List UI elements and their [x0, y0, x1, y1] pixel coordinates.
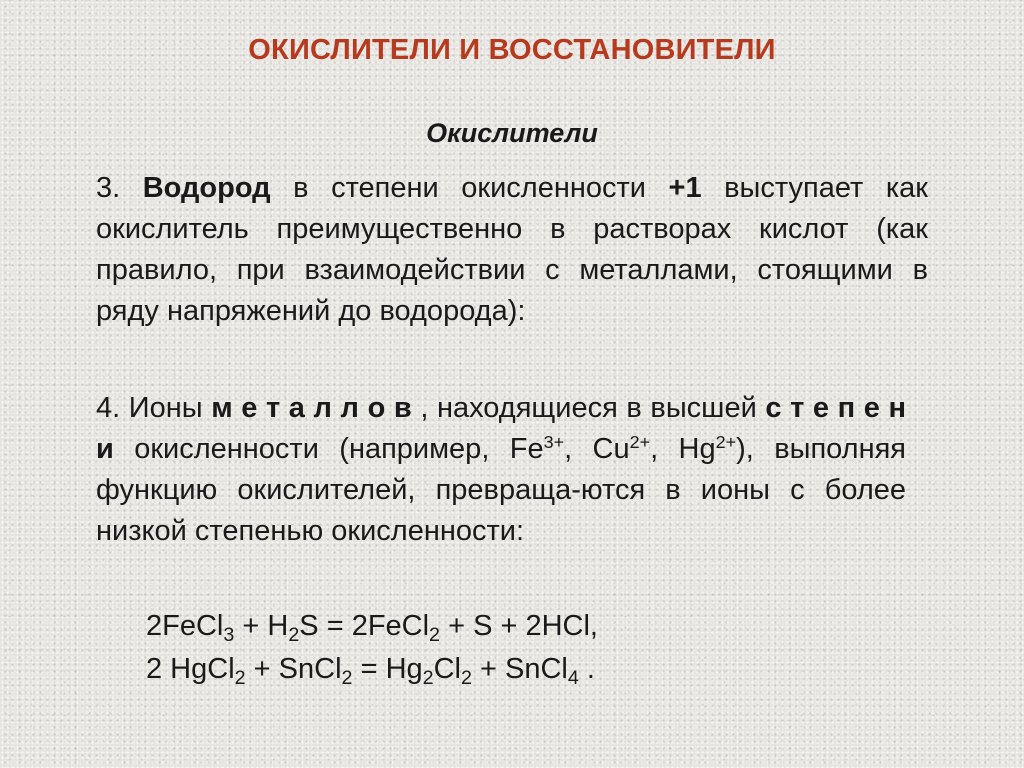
text-run: , находящиеся в высшей [411, 392, 766, 424]
text-run: + S + 2HCl, [440, 610, 598, 642]
text-run: S = 2FeCl [299, 610, 430, 642]
superscript-charge: 2+ [629, 432, 651, 453]
subscript-index: 2 [288, 623, 300, 646]
text-run: ), выполняя функцию окислителей, превраща-ются в ионы с более низкой степенью окисленности: [96, 433, 907, 547]
slide-title: ОКИСЛИТЕЛИ И ВОССТАНОВИТЕЛИ [248, 34, 776, 66]
subscript-index: 2 [429, 623, 441, 646]
text-run: + H [234, 610, 289, 642]
equation-iron-chloride [146, 608, 598, 644]
subscript-index: 2 [234, 666, 246, 689]
bold-text: Водород [142, 172, 271, 204]
equation-mercury-chloride [146, 651, 595, 687]
superscript-charge: 3+ [543, 432, 565, 453]
subscript-index: 2 [341, 666, 353, 689]
subscript-index: 2 [422, 666, 434, 689]
text-run: выступает как окислитель преимущественно в растворах кислот (как правило, при взаимодействии с металлами, стоящими в ряду напряжений до водорода): [96, 172, 928, 327]
text-run: , Hg [650, 433, 716, 465]
subscript-index: 3 [223, 623, 235, 646]
text-run: 4. Ионы [96, 392, 212, 424]
text-run: окисленности (например, Fe [113, 433, 544, 465]
text-run: Cl [433, 653, 461, 685]
text-run: + SnCl [245, 653, 342, 685]
text-run: 3. [96, 172, 143, 204]
text-run: , Cu [564, 433, 630, 465]
subscript-index: 4 [567, 666, 579, 689]
bold-text: +1 [668, 172, 702, 204]
paragraph-metal-ions [96, 388, 906, 552]
bold-text: м е т а л л о в [211, 392, 412, 424]
text-run: = Hg [352, 653, 423, 685]
section-heading: Окислители [426, 118, 598, 148]
text-run: в степени окисленности [270, 172, 669, 204]
bold-text: с т е п е н и [96, 392, 906, 465]
superscript-charge: 2+ [715, 432, 737, 453]
text-run: . [578, 653, 595, 685]
text-run: 2FeCl [146, 610, 224, 642]
paragraph-hydrogen [96, 168, 928, 332]
text-run: + SnCl [471, 653, 568, 685]
subscript-index: 2 [461, 666, 472, 689]
text-run: 2 HgCl [146, 653, 235, 685]
